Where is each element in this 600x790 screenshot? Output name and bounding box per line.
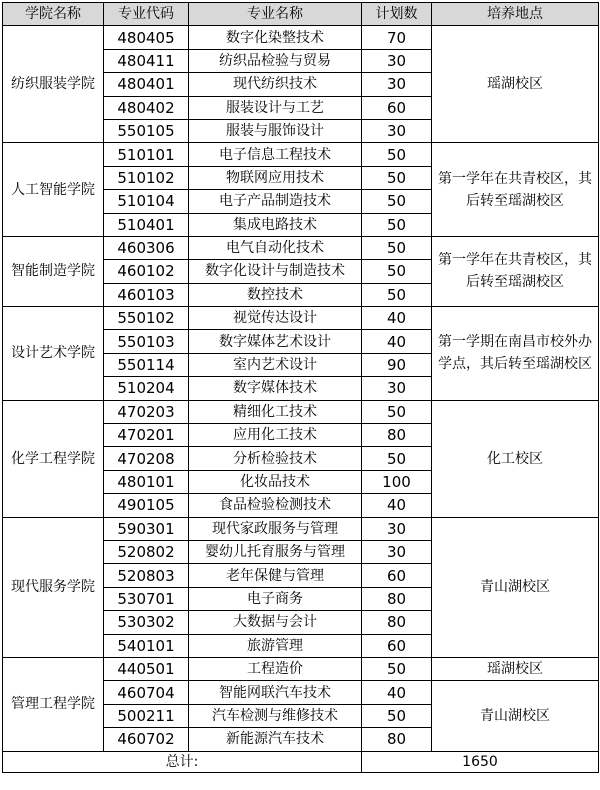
header-code: 专业代码 [104,3,189,26]
plan-count-cell: 80 [362,587,432,610]
plan-count-cell: 30 [362,540,432,563]
major-name-cell: 电子商务 [189,587,362,610]
header-count: 计划数 [362,3,432,26]
enrollment-plan-table [2,2,599,773]
plan-count-cell: 50 [362,213,432,236]
total-value: 1650 [362,751,599,772]
campus-cell: 第一学年在共青校区，其后转至瑶湖校区 [432,236,599,306]
major-code-cell: 510104 [104,190,189,213]
major-code-cell: 530701 [104,587,189,610]
plan-count-cell: 80 [362,611,432,634]
major-name-cell: 数字媒体技术 [189,377,362,400]
plan-count-cell: 50 [362,190,432,213]
plan-count-cell: 50 [362,400,432,423]
major-name-cell: 应用化工技术 [189,424,362,447]
plan-count-cell: 60 [362,96,432,119]
college-name-cell: 人工智能学院 [3,143,104,237]
major-code-cell: 530302 [104,611,189,634]
plan-count-cell: 30 [362,517,432,540]
major-name-cell: 化妆品技术 [189,470,362,493]
major-code-cell: 590301 [104,517,189,540]
table-row [3,26,599,49]
major-name-cell: 纺织品检验与贸易 [189,49,362,72]
major-code-cell: 550102 [104,307,189,330]
table-row [3,517,599,540]
major-name-cell: 智能网联汽车技术 [189,681,362,704]
plan-count-cell: 60 [362,634,432,657]
major-name-cell: 物联网应用技术 [189,166,362,189]
major-name-cell: 集成电路技术 [189,213,362,236]
major-code-cell: 550105 [104,119,189,142]
plan-count-cell: 30 [362,119,432,142]
major-name-cell: 新能源汽车技术 [189,728,362,751]
college-name-cell: 现代服务学院 [3,517,104,657]
major-code-cell: 480401 [104,73,189,96]
major-code-cell: 460102 [104,260,189,283]
major-name-cell: 现代家政服务与管理 [189,517,362,540]
major-code-cell: 440501 [104,657,189,680]
major-code-cell: 510102 [104,166,189,189]
campus-cell: 化工校区 [432,400,599,517]
major-code-cell: 520802 [104,540,189,563]
major-code-cell: 540101 [104,634,189,657]
major-name-cell: 数控技术 [189,283,362,306]
major-code-cell: 510401 [104,213,189,236]
plan-count-cell: 80 [362,728,432,751]
major-code-cell: 510101 [104,143,189,166]
plan-count-cell: 90 [362,353,432,376]
major-code-cell: 470208 [104,447,189,470]
header-campus: 培养地点 [432,3,599,26]
college-name-cell: 纺织服装学院 [3,26,104,143]
major-name-cell: 旅游管理 [189,634,362,657]
major-name-cell: 室内艺术设计 [189,353,362,376]
plan-count-cell: 80 [362,424,432,447]
major-code-cell: 470203 [104,400,189,423]
campus-cell: 青山湖校区 [432,517,599,657]
major-code-cell: 480402 [104,96,189,119]
major-code-cell: 510204 [104,377,189,400]
major-code-cell: 460702 [104,728,189,751]
major-name-cell: 工程造价 [189,657,362,680]
plan-count-cell: 50 [362,166,432,189]
college-name-cell: 管理工程学院 [3,657,104,751]
major-code-cell: 500211 [104,704,189,727]
major-name-cell: 电气自动化技术 [189,236,362,259]
major-name-cell: 服装与服饰设计 [189,119,362,142]
major-name-cell: 婴幼儿托育服务与管理 [189,540,362,563]
plan-count-cell: 50 [362,447,432,470]
header-college: 学院名称 [3,3,104,26]
table-row [3,657,599,680]
major-name-cell: 食品检验检测技术 [189,494,362,517]
major-code-cell: 460306 [104,236,189,259]
plan-count-cell: 50 [362,260,432,283]
plan-count-cell: 50 [362,704,432,727]
major-name-cell: 电子信息工程技术 [189,143,362,166]
major-code-cell: 520803 [104,564,189,587]
campus-cell: 第一学年在共青校区，其后转至瑶湖校区 [432,143,599,237]
major-name-cell: 视觉传达设计 [189,307,362,330]
header-major: 专业名称 [189,3,362,26]
major-code-cell: 470201 [104,424,189,447]
plan-count-cell: 50 [362,143,432,166]
major-name-cell: 分析检验技术 [189,447,362,470]
plan-count-cell: 40 [362,681,432,704]
major-name-cell: 数字化设计与制造技术 [189,260,362,283]
plan-count-cell: 50 [362,283,432,306]
campus-cell: 青山湖校区 [432,681,599,751]
college-name-cell: 智能制造学院 [3,236,104,306]
major-name-cell: 汽车检测与维修技术 [189,704,362,727]
major-name-cell: 服装设计与工艺 [189,96,362,119]
table-row [3,236,599,259]
campus-cell: 瑶湖校区 [432,26,599,143]
plan-count-cell: 30 [362,49,432,72]
campus-cell: 第一学期在南昌市校外办学点，其后转至瑶湖校区 [432,307,599,401]
major-name-cell: 精细化工技术 [189,400,362,423]
major-name-cell: 数字媒体艺术设计 [189,330,362,353]
plan-count-cell: 60 [362,564,432,587]
major-name-cell: 数字化染整技术 [189,26,362,49]
plan-count-cell: 50 [362,657,432,680]
major-name-cell: 电子产品制造技术 [189,190,362,213]
table-row [3,400,599,423]
major-code-cell: 480405 [104,26,189,49]
table-body [3,26,599,751]
plan-count-cell: 40 [362,330,432,353]
major-name-cell: 现代纺织技术 [189,73,362,96]
major-code-cell: 550103 [104,330,189,353]
total-label: 总计: [3,751,362,772]
major-name-cell: 老年保健与管理 [189,564,362,587]
plan-count-cell: 30 [362,377,432,400]
plan-count-cell: 100 [362,470,432,493]
plan-count-cell: 40 [362,494,432,517]
college-name-cell: 化学工程学院 [3,400,104,517]
plan-count-cell: 40 [362,307,432,330]
plan-count-cell: 70 [362,26,432,49]
major-code-cell: 550114 [104,353,189,376]
total-row [3,751,599,772]
major-code-cell: 490105 [104,494,189,517]
header-row [3,3,599,26]
campus-cell: 瑶湖校区 [432,657,599,680]
major-code-cell: 480101 [104,470,189,493]
major-code-cell: 460704 [104,681,189,704]
major-name-cell: 大数据与会计 [189,611,362,634]
table-row [3,307,599,330]
college-name-cell: 设计艺术学院 [3,307,104,401]
major-code-cell: 480411 [104,49,189,72]
major-code-cell: 460103 [104,283,189,306]
table-row [3,143,599,166]
plan-count-cell: 50 [362,236,432,259]
plan-count-cell: 30 [362,73,432,96]
